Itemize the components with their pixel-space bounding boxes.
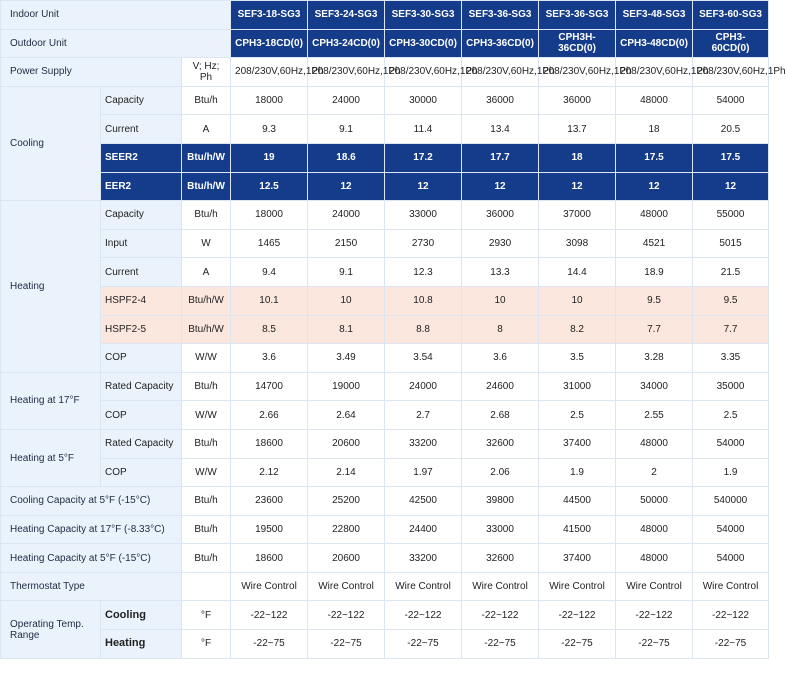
outdoor-model: CPH3-60CD(0) [693, 29, 769, 58]
spec-row-op-heating [1, 630, 769, 659]
row-label: EER2 [101, 172, 182, 201]
value-cell: 11.4 [385, 115, 462, 144]
unit-cell: Btu/h [182, 372, 231, 401]
unit-cell: Btu/h/W [182, 286, 231, 315]
value-cell: 39800 [462, 487, 539, 516]
value-cell: 3.35 [693, 344, 769, 373]
value-cell: 14700 [231, 372, 308, 401]
spec-row-h5-capacity [1, 429, 769, 458]
value-cell: 1.97 [385, 458, 462, 487]
value-cell: 48000 [616, 86, 693, 115]
value-cell: 18 [539, 143, 616, 172]
value-cell: -22~75 [308, 630, 385, 659]
value-cell: Wire Control [693, 572, 769, 601]
value-cell: 2 [616, 458, 693, 487]
unit-cell: Btu/h [182, 86, 231, 115]
value-cell: 13.7 [539, 115, 616, 144]
value-cell: 24000 [385, 372, 462, 401]
value-cell: 37000 [539, 201, 616, 230]
value-cell: 7.7 [616, 315, 693, 344]
value-cell: 540000 [693, 487, 769, 516]
value-cell: 20600 [308, 429, 385, 458]
spec-row-heat-input [1, 229, 769, 258]
value-cell: 2.7 [385, 401, 462, 430]
value-cell: 12 [462, 172, 539, 201]
value-cell: 9.3 [231, 115, 308, 144]
value-cell: 33200 [385, 544, 462, 573]
value-cell: 3098 [539, 229, 616, 258]
spec-row-cool-capacity [1, 86, 769, 115]
row-label: Rated Capacity [101, 372, 182, 401]
value-cell: 8.1 [308, 315, 385, 344]
value-cell: 18000 [231, 201, 308, 230]
value-cell: 9.4 [231, 258, 308, 287]
value-cell: 54000 [693, 544, 769, 573]
value-cell: 2.68 [462, 401, 539, 430]
value-cell: 2.5 [539, 401, 616, 430]
group-heating-17f: Heating at 17°F [1, 372, 101, 429]
value-cell: 20600 [308, 544, 385, 573]
value-cell: 33000 [385, 201, 462, 230]
spec-row-thermostat [1, 572, 769, 601]
value-cell: 208/230V,60Hz,1Ph [693, 58, 769, 87]
unit-cell: Btu/h [182, 487, 231, 516]
unit-cell: W/W [182, 401, 231, 430]
value-cell: -22~122 [616, 601, 693, 630]
value-cell: -22~122 [462, 601, 539, 630]
row-label: Cooling Capacity at 5°F (-15°C) [1, 487, 182, 516]
value-cell: 5015 [693, 229, 769, 258]
value-cell: 208/230V,60Hz,1Ph [539, 58, 616, 87]
value-cell: 9.1 [308, 258, 385, 287]
spec-row-heat-cop [1, 344, 769, 373]
unit-cell: W [182, 229, 231, 258]
indoor-model: SEF3-30-SG3 [385, 1, 462, 30]
value-cell: Wire Control [462, 572, 539, 601]
value-cell: -22~75 [693, 630, 769, 659]
indoor-model: SEF3-24-SG3 [308, 1, 385, 30]
value-cell: 24000 [308, 201, 385, 230]
unit-cell: V; Hz; Ph [182, 58, 231, 87]
value-cell: 18.6 [308, 143, 385, 172]
unit-cell: Btu/h/W [182, 143, 231, 172]
unit-cell: W/W [182, 344, 231, 373]
value-cell: 30000 [385, 86, 462, 115]
value-cell: 18000 [231, 86, 308, 115]
value-cell: 18 [616, 115, 693, 144]
value-cell: 18.9 [616, 258, 693, 287]
row-label: HSPF2-4 [101, 286, 182, 315]
value-cell: 48000 [616, 544, 693, 573]
value-cell: 17.5 [693, 143, 769, 172]
spec-row-seer2 [1, 143, 769, 172]
value-cell: 10.1 [231, 286, 308, 315]
value-cell: 13.3 [462, 258, 539, 287]
value-cell: 19500 [231, 515, 308, 544]
value-cell: 36000 [539, 86, 616, 115]
value-cell: 12 [539, 172, 616, 201]
spec-row-heat-current [1, 258, 769, 287]
value-cell: 23600 [231, 487, 308, 516]
value-cell: 48000 [616, 429, 693, 458]
value-cell: Wire Control [308, 572, 385, 601]
row-label: Cooling [101, 601, 182, 630]
outdoor-model: CPH3-48CD(0) [616, 29, 693, 58]
value-cell: 9.5 [616, 286, 693, 315]
value-cell: 2150 [308, 229, 385, 258]
indoor-unit-row [1, 1, 769, 30]
value-cell: 18600 [231, 544, 308, 573]
value-cell: 3.6 [231, 344, 308, 373]
value-cell: -22~75 [539, 630, 616, 659]
value-cell: 37400 [539, 544, 616, 573]
value-cell: 31000 [539, 372, 616, 401]
outdoor-model: CPH3-24CD(0) [308, 29, 385, 58]
value-cell: 12 [693, 172, 769, 201]
spec-row-cool-cap-5f [1, 487, 769, 516]
value-cell: 33200 [385, 429, 462, 458]
value-cell: -22~75 [616, 630, 693, 659]
value-cell: 41500 [539, 515, 616, 544]
value-cell: 1.9 [693, 458, 769, 487]
value-cell: -22~75 [231, 630, 308, 659]
spec-row-heat-cap-17f [1, 515, 769, 544]
value-cell: Wire Control [616, 572, 693, 601]
unit-cell: Btu/h/W [182, 172, 231, 201]
value-cell: 12.3 [385, 258, 462, 287]
row-label: SEER2 [101, 143, 182, 172]
value-cell: -22~122 [693, 601, 769, 630]
row-label: Heating Capacity at 17°F (-8.33°C) [1, 515, 182, 544]
value-cell: 10 [539, 286, 616, 315]
value-cell: -22~122 [539, 601, 616, 630]
value-cell: 208/230V,60Hz,1Ph [616, 58, 693, 87]
value-cell: 32600 [462, 544, 539, 573]
group-heating: Heating [1, 201, 101, 373]
value-cell: 24000 [308, 86, 385, 115]
unit-cell: °F [182, 601, 231, 630]
spec-row-h17-cop [1, 401, 769, 430]
value-cell: 33000 [462, 515, 539, 544]
value-cell: 8.8 [385, 315, 462, 344]
value-cell: 42500 [385, 487, 462, 516]
value-cell: 12 [385, 172, 462, 201]
unit-cell: A [182, 115, 231, 144]
unit-cell: Btu/h [182, 201, 231, 230]
value-cell: 1.9 [539, 458, 616, 487]
value-cell: 3.5 [539, 344, 616, 373]
unit-cell: Btu/h [182, 515, 231, 544]
outdoor-model: CPH3-18CD(0) [231, 29, 308, 58]
spec-row-hspf2-5 [1, 315, 769, 344]
value-cell: 3.54 [385, 344, 462, 373]
row-label: Capacity [101, 201, 182, 230]
value-cell: 208/230V,60Hz,1Ph [462, 58, 539, 87]
value-cell: 17.2 [385, 143, 462, 172]
spec-row-power-supply [1, 58, 769, 87]
value-cell: 8.5 [231, 315, 308, 344]
value-cell: 54000 [693, 515, 769, 544]
value-cell: Wire Control [385, 572, 462, 601]
value-cell: 10 [462, 286, 539, 315]
value-cell: 54000 [693, 429, 769, 458]
row-label: Power Supply [1, 58, 182, 87]
value-cell: Wire Control [231, 572, 308, 601]
value-cell: 48000 [616, 201, 693, 230]
value-cell: 12.5 [231, 172, 308, 201]
indoor-unit-label: Indoor Unit [1, 1, 231, 30]
indoor-model: SEF3-60-SG3 [693, 1, 769, 30]
value-cell: 2.64 [308, 401, 385, 430]
value-cell: 7.7 [693, 315, 769, 344]
value-cell: -22~122 [308, 601, 385, 630]
outdoor-model: CPH3H-36CD(0) [539, 29, 616, 58]
value-cell: 2730 [385, 229, 462, 258]
value-cell: 8.2 [539, 315, 616, 344]
value-cell: 54000 [693, 86, 769, 115]
value-cell: 32600 [462, 429, 539, 458]
value-cell: -22~122 [385, 601, 462, 630]
value-cell: 17.7 [462, 143, 539, 172]
value-cell: 2.66 [231, 401, 308, 430]
value-cell: 21.5 [693, 258, 769, 287]
value-cell: 3.49 [308, 344, 385, 373]
value-cell: 19 [231, 143, 308, 172]
value-cell: 14.4 [539, 258, 616, 287]
value-cell: 1465 [231, 229, 308, 258]
group-cooling: Cooling [1, 86, 101, 200]
value-cell: 36000 [462, 86, 539, 115]
spec-row-h5-cop [1, 458, 769, 487]
row-label: Current [101, 115, 182, 144]
value-cell: -22~75 [385, 630, 462, 659]
value-cell: 2.55 [616, 401, 693, 430]
unit-cell: A [182, 258, 231, 287]
row-label: Heating [101, 630, 182, 659]
value-cell: 2930 [462, 229, 539, 258]
row-label: COP [101, 344, 182, 373]
value-cell: 3.6 [462, 344, 539, 373]
row-label: COP [101, 458, 182, 487]
row-label: Current [101, 258, 182, 287]
value-cell: 2.5 [693, 401, 769, 430]
value-cell: 24600 [462, 372, 539, 401]
value-cell: 12 [308, 172, 385, 201]
indoor-model: SEF3-48-SG3 [616, 1, 693, 30]
value-cell: 3.28 [616, 344, 693, 373]
unit-cell: Btu/h [182, 544, 231, 573]
value-cell: -22~122 [231, 601, 308, 630]
group-operating-range: Operating Temp. Range [1, 601, 101, 658]
value-cell: 24400 [385, 515, 462, 544]
row-label: Input [101, 229, 182, 258]
value-cell: 37400 [539, 429, 616, 458]
value-cell: 208/230V,60Hz,1Ph [385, 58, 462, 87]
value-cell: 34000 [616, 372, 693, 401]
spec-table-body [1, 1, 786, 659]
value-cell: 9.1 [308, 115, 385, 144]
value-cell: 55000 [693, 201, 769, 230]
value-cell: 9.5 [693, 286, 769, 315]
value-cell: 208/230V,60Hz,1Ph [231, 58, 308, 87]
value-cell: 12 [616, 172, 693, 201]
value-cell: 10.8 [385, 286, 462, 315]
value-cell: 20.5 [693, 115, 769, 144]
spec-row-hspf2-4 [1, 286, 769, 315]
row-label: Rated Capacity [101, 429, 182, 458]
value-cell: 18600 [231, 429, 308, 458]
spec-row-op-cooling [1, 601, 769, 630]
unit-cell [182, 572, 231, 601]
outdoor-unit-label: Outdoor Unit [1, 29, 231, 58]
outdoor-unit-row [1, 29, 769, 58]
row-label: HSPF2-5 [101, 315, 182, 344]
value-cell: 2.14 [308, 458, 385, 487]
row-label: Capacity [101, 86, 182, 115]
row-label: Heating Capacity at 5°F (-15°C) [1, 544, 182, 573]
value-cell: 208/230V,60Hz,1Ph [308, 58, 385, 87]
value-cell: 10 [308, 286, 385, 315]
spec-row-h17-capacity [1, 372, 769, 401]
row-label: Thermostat Type [1, 572, 182, 601]
value-cell: 25200 [308, 487, 385, 516]
value-cell: 2.12 [231, 458, 308, 487]
outdoor-model: CPH3-36CD(0) [462, 29, 539, 58]
value-cell: 44500 [539, 487, 616, 516]
value-cell: 19000 [308, 372, 385, 401]
spec-row-eer2 [1, 172, 769, 201]
value-cell: 4521 [616, 229, 693, 258]
outdoor-model: CPH3-30CD(0) [385, 29, 462, 58]
unit-cell: Btu/h [182, 429, 231, 458]
spec-row-heat-capacity [1, 201, 769, 230]
value-cell: Wire Control [539, 572, 616, 601]
value-cell: 50000 [616, 487, 693, 516]
unit-cell: Btu/h/W [182, 315, 231, 344]
value-cell: 22800 [308, 515, 385, 544]
value-cell: 17.5 [616, 143, 693, 172]
indoor-model: SEF3-18-SG3 [231, 1, 308, 30]
row-label: COP [101, 401, 182, 430]
value-cell: 8 [462, 315, 539, 344]
value-cell: 2.06 [462, 458, 539, 487]
value-cell: -22~75 [462, 630, 539, 659]
unit-cell: W/W [182, 458, 231, 487]
value-cell: 35000 [693, 372, 769, 401]
group-heating-5f: Heating at 5°F [1, 429, 101, 486]
spec-row-cool-current [1, 115, 769, 144]
spec-row-heat-cap-5f [1, 544, 769, 573]
indoor-model: SEF3-36-SG3 [462, 1, 539, 30]
value-cell: 36000 [462, 201, 539, 230]
value-cell: 13.4 [462, 115, 539, 144]
unit-cell: °F [182, 630, 231, 659]
indoor-model: SEF3-36-SG3 [539, 1, 616, 30]
value-cell: 48000 [616, 515, 693, 544]
